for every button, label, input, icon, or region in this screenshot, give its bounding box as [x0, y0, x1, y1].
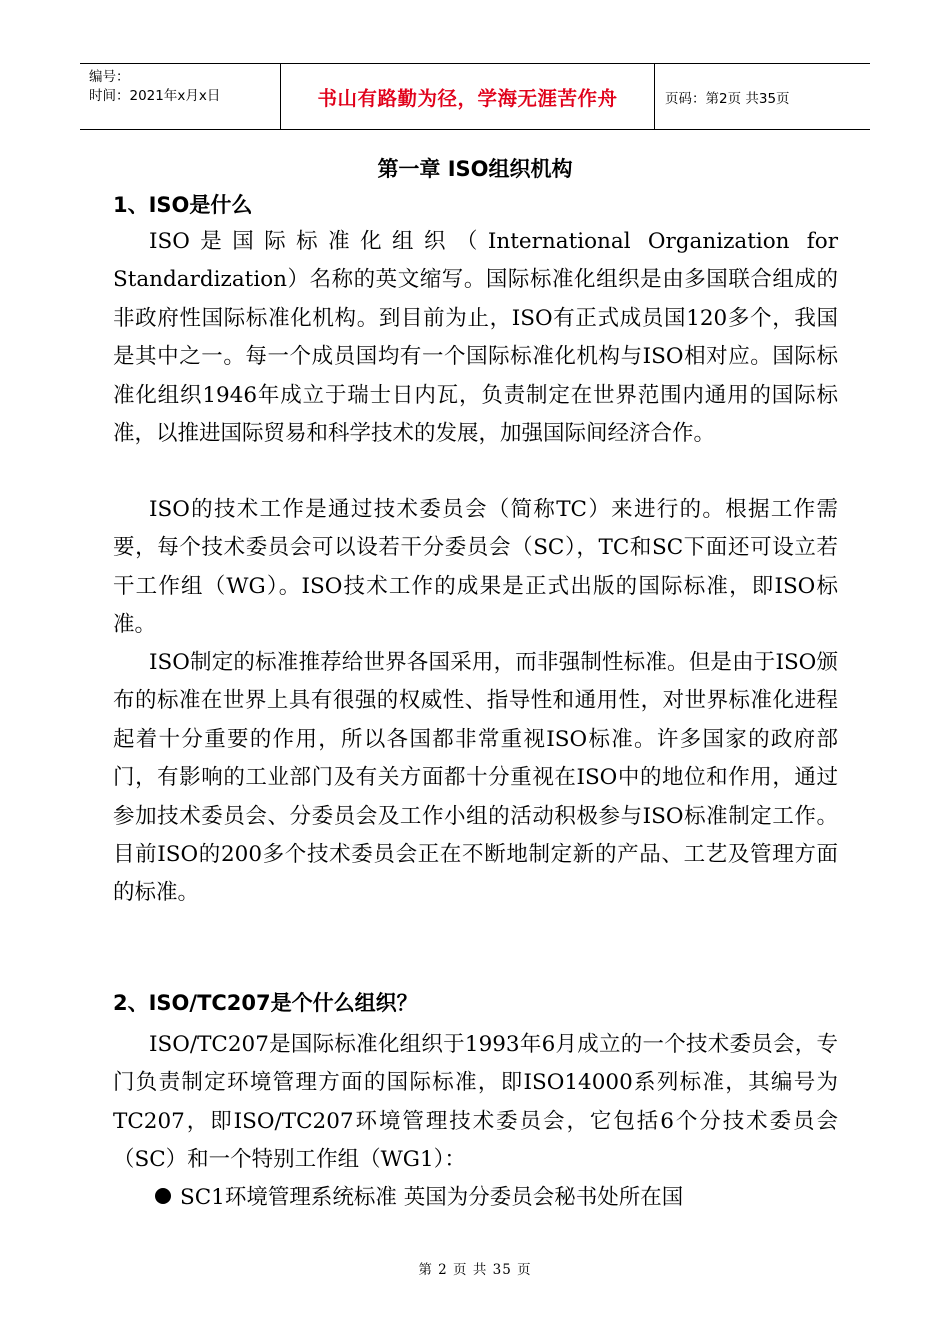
page-footer: 第 2 页 共 35 页: [418, 1262, 532, 1278]
section-1-paragraph-1: [113, 223, 838, 453]
header-table: [80, 63, 870, 130]
bullet-text: SC1环境管理系统标准 英国为分委员会秘书处所在国: [180, 1185, 684, 1210]
time-label: 时间：2021年x月x日: [89, 88, 221, 104]
bullet-item-sc1: [155, 1181, 683, 1215]
paragraph-text: ISO/TC207是国际标准化组织于1993年6月成立的一个技术委员会，专门负责制定环境管理方面的国际标准，即ISO14000系列标准，其编号为TC207，即ISO/TC207环境管理技术委员会，它包括6个分技术委员会（SC）和一个特别工作组（WG1）：: [113, 1032, 838, 1173]
section-2-heading: 2、ISO/TC207是个什么组织？: [113, 991, 418, 1015]
paragraph-text: ISO制定的标准推荐给世界各国采用，而非强制性标准。但是由于ISO颁布的标准在世界上具有很强的权威性、指导性和通用性，对世界标准化进程起着十分重要的作用，所以各国都非常重视ISO标准。许多国家的政府部门，有影响的工业部门及有关方面都十分重视在ISO中的地位和作用，通过参加技术委员会、分委员会及工作小组的活动积极参与ISO标准制定工作。目前ISO的200多个技术委员会正在不断地制定新的产品、工艺及管理方面的标准。: [113, 650, 838, 906]
bullet-icon: [155, 1188, 171, 1204]
header-motto: 书山有路勤为径，学海无涯苦作舟: [281, 64, 655, 129]
paragraph-text: ISO的技术工作是通过技术委员会（简称TC）来进行的。根据工作需要，每个技术委员会可以设若干分委员会（SC），TC和SC下面还可设立若干工作组（WG）。ISO技术工作的成果是正式出版的国际标准，即ISO标准。: [113, 497, 838, 638]
section-1-heading: 1、ISO是什么: [113, 193, 253, 217]
header-page-info: 页码：第2页 共35页: [665, 90, 790, 107]
header-meta: [80, 64, 281, 129]
section-1-paragraph-3: [113, 644, 838, 913]
number-label: 编号：: [89, 69, 130, 85]
paragraph-text: ISO是国际标准化组织（International Organization for Standardization）名称的英文缩写。国际标准化组织是由多国联合组成的非政府性国际标准化机构。到目前为止，ISO有正式成员国120多个，我国是其中之一。每一个成员国均有一个国际标准化机构与ISO相对应。国际标准化组织1946年成立于瑞士日内瓦，负责制定在世界范围内通用的国际标准，以推进国际贸易和科学技术的发展，加强国际间经济合作。: [113, 229, 838, 447]
section-2-paragraph: [113, 1026, 838, 1180]
chapter-title: 第一章 ISO组织机构: [377, 157, 573, 181]
section-1-paragraph-2: [113, 491, 838, 645]
